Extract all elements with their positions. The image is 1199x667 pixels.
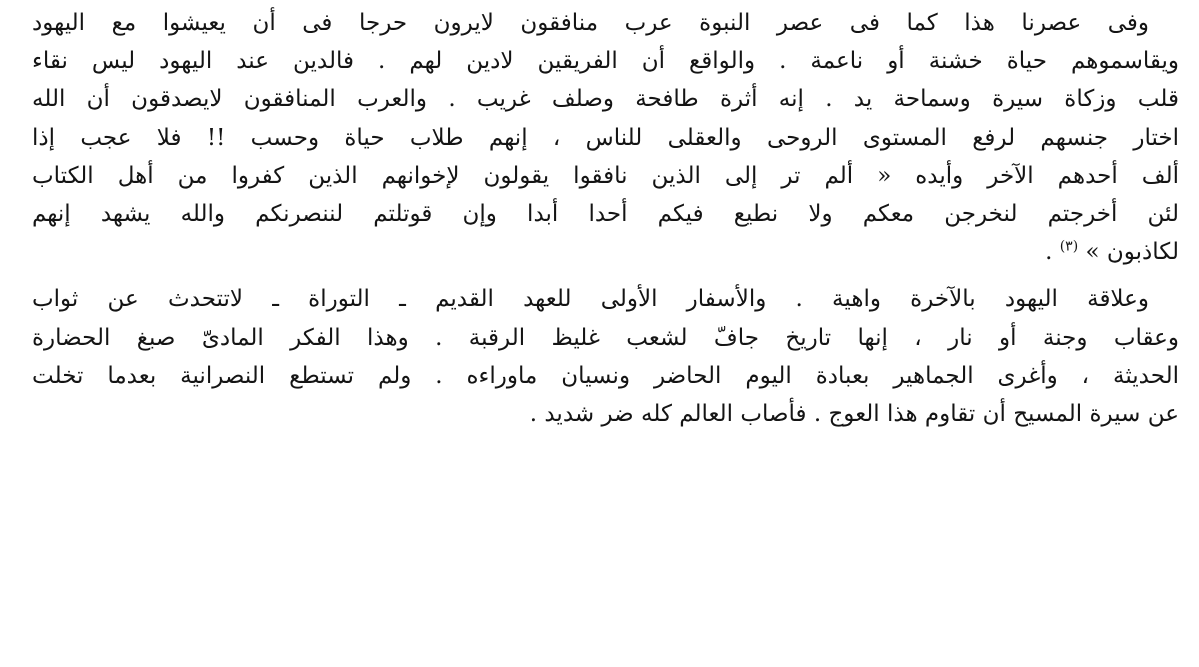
footnote-reference: (٣) — [1059, 238, 1079, 255]
closing-punctuation: . — [1045, 239, 1060, 266]
text-line: ألف أحدهم الآخر وأيده « ألم تر إلى الذين نافقوا يقولون لإخوانهم الذين كفروا من أهل الكتاب — [32, 162, 1179, 189]
text-line: الحديثة ، وأغرى الجماهير بعبادة اليوم الحاضر ونسيان ماوراءه . ولم تستطع النصرانية بعدما تخلت — [32, 362, 1179, 389]
text-line: اختار جنسهم لرفع المستوى الروحى والعقلى للناس ، إنهم طلاب حياة وحسب !! فلا عجب إذا — [32, 124, 1179, 151]
text-line: وعقاب وجنة أو نار ، إنها تاريخ جافّ لشعب غليظ الرقبة . وهذا الفكر المادىّ صبغ الحضارة — [32, 324, 1179, 351]
text-line: ويقاسموهم حياة خشنة أو ناعمة . والواقع أن الفريقين لادين لهم . فالدين عند اليهود ليس نقاء — [32, 48, 1179, 75]
text-line: وفى عصرنا هذا كما فى عصر النبوة عرب منافقون لايرون حرجا فى أن يعيشوا مع اليهود — [32, 10, 1149, 36]
text-line: قلب وزكاة سيرة وسماحة يد . إنه أثرة طافحة وصلف غريب . والعرب المنافقون لايصدقون أن الله — [32, 86, 1179, 113]
text-line-closing — [32, 233, 1179, 271]
text-line: عن سيرة المسيح أن تقاوم هذا العوج . فأصاب العالم كله ضر شديد . — [529, 401, 1179, 428]
paragraph-hypocrites-and-jews — [32, 4, 1179, 271]
text-line: لئن أخرجتم لنخرجن معكم ولا نطيع فيكم أحدا أبدا وإن قوتلتم لننصرنكم والله يشهد إنهم — [32, 201, 1179, 228]
paragraph-afterlife — [32, 280, 1179, 433]
text-line: وعلاقة اليهود بالآخرة واهية . والأسفار الأولى للعهد القديم ـ التوراة ـ لاتتحدث عن ثواب — [32, 286, 1149, 313]
closing-quote-text: لكاذبون » — [1085, 239, 1179, 266]
